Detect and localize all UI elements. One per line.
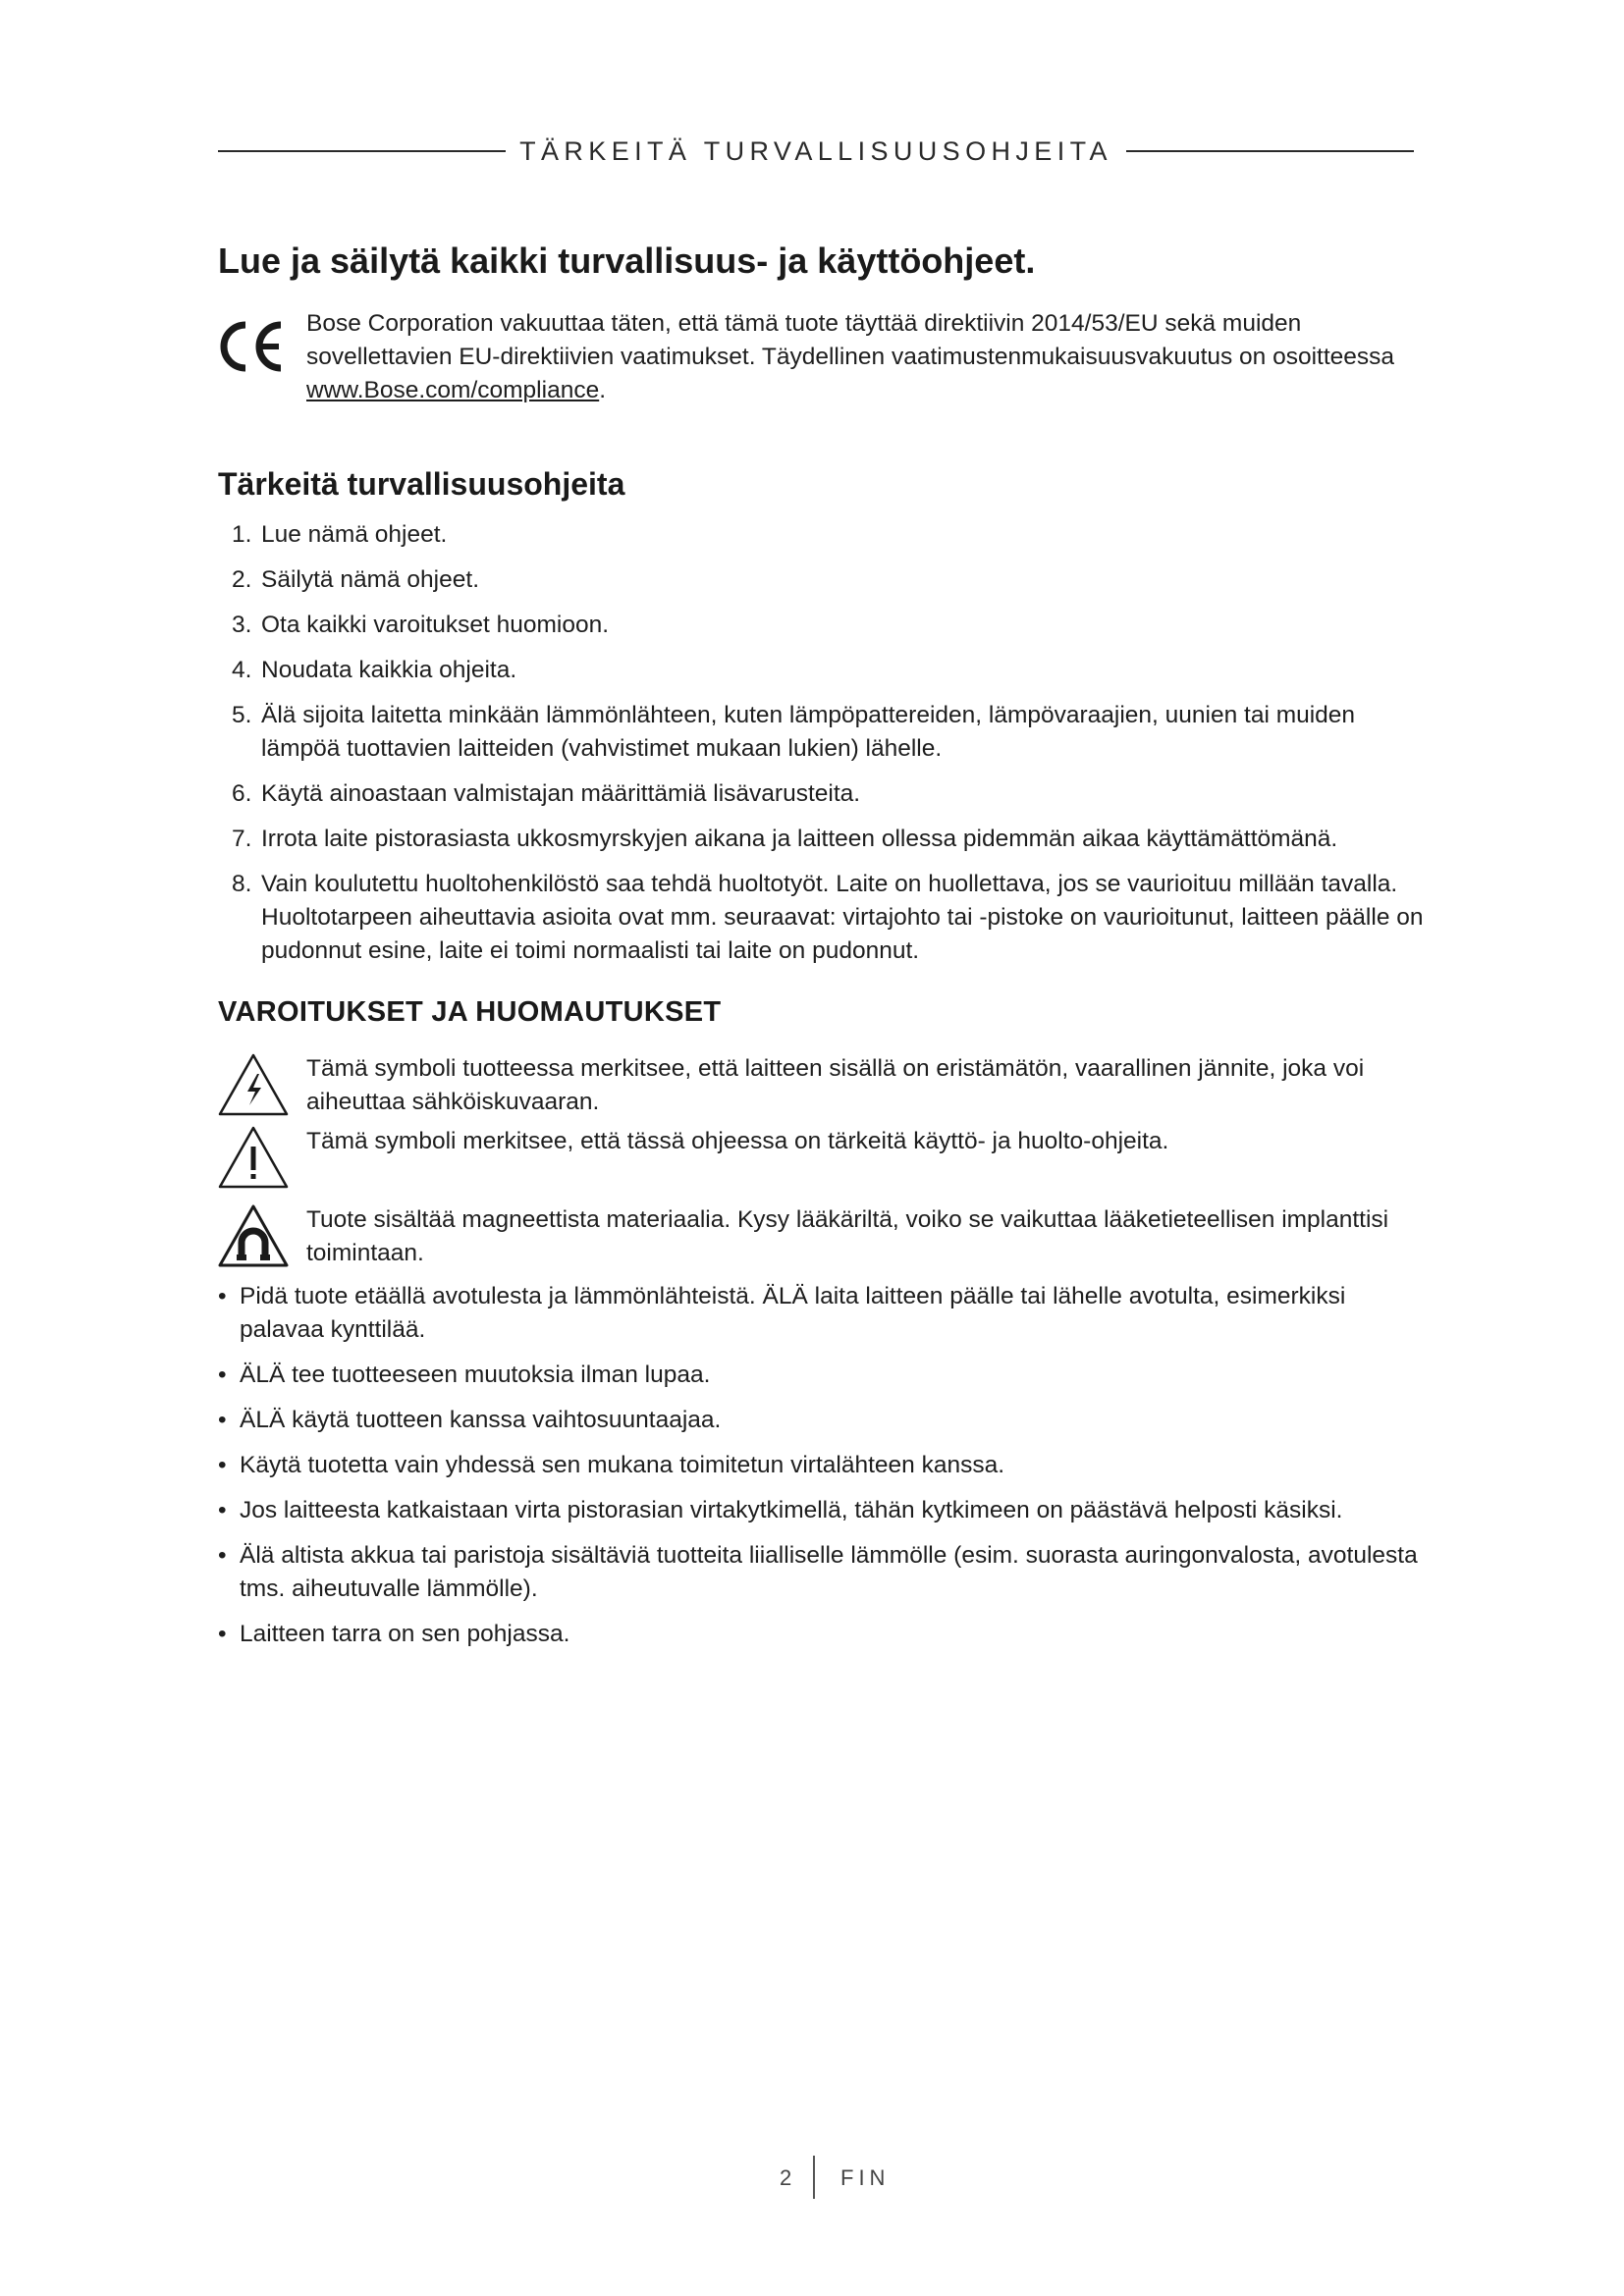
item-text: Älä altista akkua tai paristoja sisältäviä tuotteita liialliselle lämmölle (esim. suorasta auringonvalosta, avotulesta tms. aiheutuvalle lämmölle). xyxy=(240,1542,1418,1602)
list-item xyxy=(218,777,1426,811)
item-number: 7. xyxy=(232,826,252,852)
list-item xyxy=(218,518,1426,552)
header-rule-left xyxy=(218,150,506,152)
list-item xyxy=(218,1280,1426,1347)
item-text: Pidä tuote etäällä avotulesta ja lämmönlähteistä. ÄLÄ laita laitteen päälle tai lähelle avotulta, esimerkiksi palavaa kynttilää. xyxy=(240,1283,1346,1343)
item-text: ÄLÄ käytä tuotteen kanssa vaihtosuuntaajaa. xyxy=(240,1407,722,1433)
item-text: Vain koulutettu huoltohenkilöstö saa tehdä huoltotyöt. Laite on huollettava, jos se vaurioituu millään tavalla. Huoltotarpeen aiheuttavia asioita ovat mm. seuraavat: virtajohto tai -pistoke on vaurioitunut, laitteen päälle on pudonnut esine, laite ei toimi normaalisti tai laite on pudonnut. xyxy=(261,871,1424,964)
symbol-text: Tämä symboli tuotteessa merkitsee, että laitteen sisällä on eristämätön, vaarallinen jännite, joka voi aiheuttaa sähköiskuvaaran. xyxy=(306,1055,1365,1115)
list-item xyxy=(218,1618,1426,1651)
bullet-icon: • xyxy=(218,1452,227,1478)
language-code: FIN xyxy=(840,2165,891,2190)
item-text: Älä sijoita laitetta minkään lämmönlähteen, kuten lämpöpattereiden, lämpövaraajien, uunien tai muiden lämpöä tuottavien laitteiden (vahvistimet mukaan lukien) lähelle. xyxy=(261,702,1356,762)
list-item xyxy=(218,1539,1426,1606)
item-text: ÄLÄ tee tuotteeseen muutoksia ilman lupaa. xyxy=(240,1362,711,1388)
item-number: 6. xyxy=(232,780,252,807)
list-item xyxy=(218,1449,1426,1482)
bullet-icon: • xyxy=(218,1497,227,1523)
item-text: Säilytä nämä ohjeet. xyxy=(261,566,479,593)
list-item xyxy=(218,1404,1426,1437)
ce-mark-icon xyxy=(218,319,287,374)
exclamation-warning-icon xyxy=(218,1125,289,1190)
item-text: Irrota laite pistorasiasta ukkosmyrskyjen aikana ja laitteen ollessa pidemmän aikaa käyttämättömänä. xyxy=(261,826,1338,852)
list-item xyxy=(218,609,1426,642)
page-footer xyxy=(756,2156,913,2203)
item-number: 4. xyxy=(232,657,252,683)
lightning-warning-icon xyxy=(218,1052,289,1117)
list-item xyxy=(218,1494,1426,1527)
safety-heading: Tärkeitä turvallisuusohjeita xyxy=(218,466,625,502)
bullet-icon: • xyxy=(218,1362,227,1388)
warnings-heading: VAROITUKSET JA HUOMAUTUKSET xyxy=(218,996,722,1028)
list-item xyxy=(218,1359,1426,1392)
item-text: Laitteen tarra on sen pohjassa. xyxy=(240,1621,570,1647)
item-number: 8. xyxy=(232,871,252,897)
item-text: Käytä tuotetta vain yhdessä sen mukana toimitetun virtalähteen kanssa. xyxy=(240,1452,1005,1478)
footer-divider xyxy=(813,2156,815,2199)
compliance-link[interactable]: www.Bose.com/compliance xyxy=(306,377,600,403)
header-rule-right xyxy=(1126,150,1414,152)
bullet-icon: • xyxy=(218,1621,227,1647)
list-item xyxy=(218,699,1426,766)
item-text: Noudata kaikkia ohjeita. xyxy=(261,657,517,683)
item-text: Jos laitteesta katkaistaan virta pistorasian virtakytkimellä, tähän kytkimeen on päästävä helposti käsiksi. xyxy=(240,1497,1343,1523)
item-number: 5. xyxy=(232,702,252,728)
list-item xyxy=(218,563,1426,597)
bullet-icon: • xyxy=(218,1542,227,1569)
list-item xyxy=(218,868,1426,968)
item-number: 3. xyxy=(232,612,252,638)
bullet-icon: • xyxy=(218,1407,227,1433)
warnings-bullet-list xyxy=(218,1280,1426,1663)
ce-link-suffix: . xyxy=(599,377,607,403)
item-number: 2. xyxy=(232,566,252,593)
symbol-text: Tuote sisältää magneettista materiaalia. Kysy lääkäriltä, voiko se vaikuttaa lääketieteellisen implanttisi toimintaan. xyxy=(306,1206,1389,1266)
running-header-title: TÄRKEITÄ TURVALLISUUSOHJEITA xyxy=(519,135,1112,166)
ce-declaration-text xyxy=(306,307,1426,407)
ce-text-body: Bose Corporation vakuuttaa täten, että tämä tuote täyttää direktiivin 2014/53/EU sekä muiden sovellettavien EU-direktiivien vaatimukset. Täydellinen vaatimustenmukaisuusvakuutus on osoitteessa xyxy=(306,310,1395,370)
magnet-warning-icon xyxy=(218,1203,289,1268)
item-number: 1. xyxy=(232,521,252,548)
list-item xyxy=(218,654,1426,687)
running-header xyxy=(218,132,1414,171)
page-number: 2 xyxy=(780,2165,794,2190)
list-item xyxy=(218,823,1426,856)
item-text: Käytä ainoastaan valmistajan määrittämiä lisävarusteita. xyxy=(261,780,861,807)
bullet-icon: • xyxy=(218,1283,227,1309)
item-text: Ota kaikki varoitukset huomioon. xyxy=(261,612,610,638)
page-title: Lue ja säilytä kaikki turvallisuus- ja käyttöohjeet. xyxy=(218,240,1036,281)
safety-instructions-list xyxy=(218,518,1426,980)
item-text: Lue nämä ohjeet. xyxy=(261,521,448,548)
symbol-text: Tämä symboli merkitsee, että tässä ohjeessa on tärkeitä käyttö- ja huolto-ohjeita. xyxy=(306,1128,1169,1154)
